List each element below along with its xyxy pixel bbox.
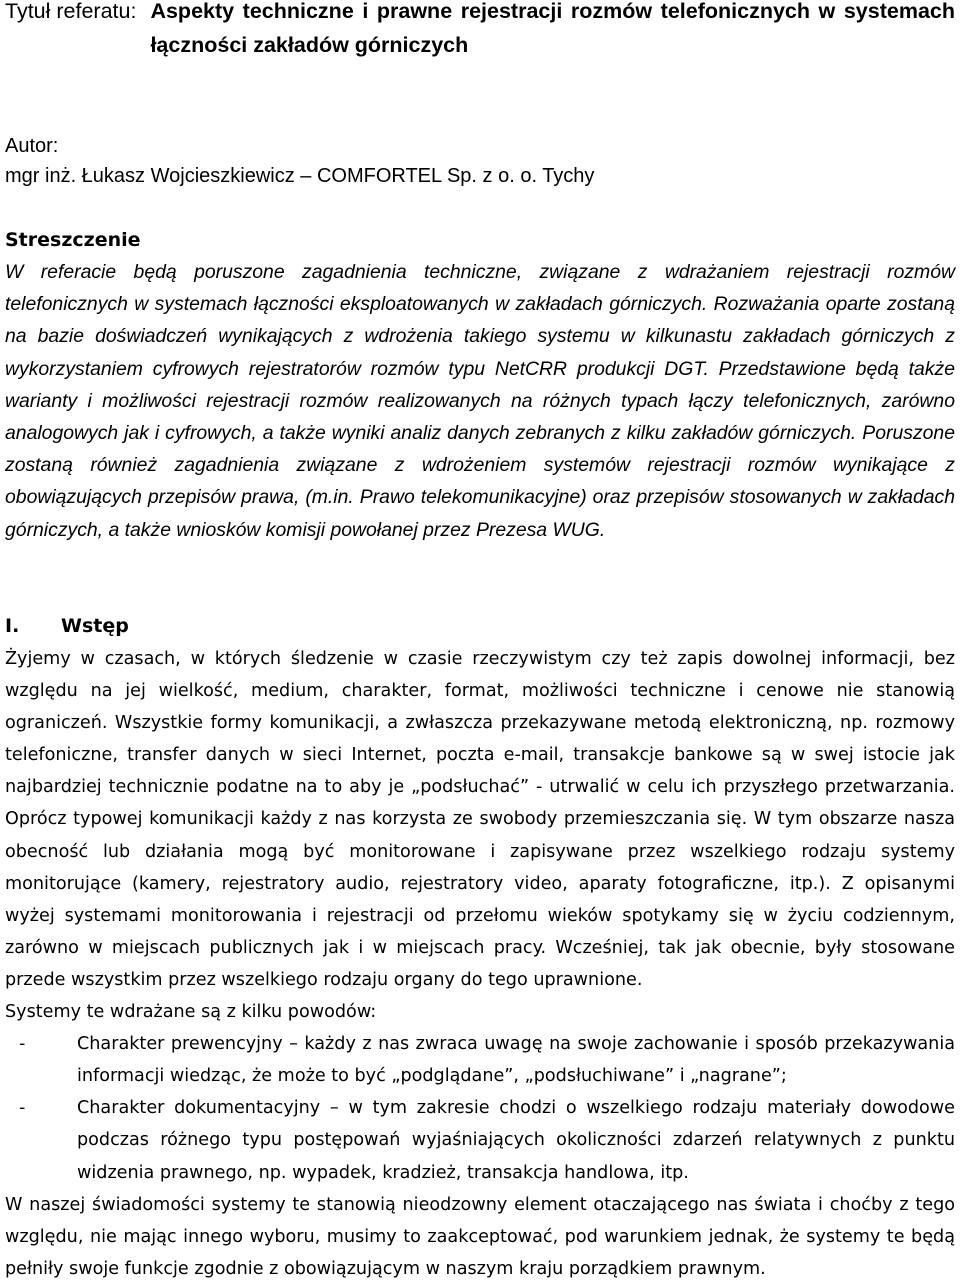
list-item	[5, 1028, 955, 1092]
author-block	[5, 131, 594, 191]
paragraph: Systemy te wdrażane są z kilku powodów:	[5, 1002, 377, 1023]
list-item	[5, 1092, 955, 1188]
abstract-heading: Streszczenie	[5, 229, 141, 251]
author-name: mgr inż. Łukasz Wojcieszkiewicz – COMFORTEL Sp. z o. o. Tychy	[5, 165, 595, 187]
section-body	[5, 643, 955, 1285]
paragraph: W naszej świadomości systemy te stanowią nieodzowny element otaczającego nas świata i choćby z tego względu, nie mając innego wyboru, musimy to zaakceptować, pod warunkiem jednak, że systemy te będą pełniły swoje funkcje zgodnie z obowiązującym w naszym kraju porządkiem prawnym.	[5, 1194, 955, 1279]
author-label: Autor:	[5, 135, 59, 157]
document-title: Aspekty techniczne i prawne rejestracji rozmów telefonicznych w systemach łączności zakładów górniczych	[150, 0, 955, 57]
list-bullet: -	[19, 1098, 26, 1119]
section-title: Wstęp	[61, 615, 129, 637]
section-number: I.	[5, 615, 20, 637]
title-prefix: Tytuł referatu:	[5, 0, 137, 23]
reasons-list	[5, 1028, 955, 1188]
title-block	[5, 0, 955, 62]
section-heading	[5, 611, 129, 641]
title-row	[5, 0, 955, 62]
abstract-text: W referacie będą poruszone zagadnienia techniczne, związane z wdrażaniem rejestracji rozmów telefonicznych w systemach łączności eksploatowanych w zakładach górniczych. Rozważania oparte zostaną na bazie doświadczeń wynikających z wdrożenia takiego systemu w kilkunastu zakładach górniczych z wykorzystaniem cyfrowych rejestratorów rozmów typu NetCRR produkcji DGT. Przedstawione będą także warianty i możliwości rejestracji rozmów realizowanych na różnych typach łączy telefonicznych, zarówno analogowych jak i cyfrowych, a także wyniki analiz danych zebranych z kilku zakładów górniczych. Poruszone zostaną również zagadnienia związane z wdrożeniem systemów rejestracji rozmów wynikające z obowiązujących przepisów prawa, (m.in. Prawo telekomunikacyjne) oraz przepisów stosowanych w zakładach górniczych, a także wniosków komisji powołanej przez Prezesa WUG.	[5, 261, 955, 541]
document-page	[5, 0, 955, 1279]
list-item-text: Charakter prewencyjny – każdy z nas zwraca uwagę na swoje zachowanie i sposób przekazywania informacji wiedząc, że może to być „podglądane”, „podsłuchiwane” i „nagrane”;	[77, 1034, 955, 1087]
paragraph: Żyjemy w czasach, w których śledzenie w czasie rzeczywistym czy też zapis dowolnej informacji, bez względu na jej wielkość, medium, charakter, format, możliwości techniczne i cenowe nie stanowią ograniczeń. Wszystkie formy komunikacji, a zwłaszcza przekazywane metodą elektroniczną, np. rozmowy telefoniczne, transfer danych w sieci Internet, poczta e-mail, transakcje bankowe są w swej istocie jak najbardziej technicznie podatne na to aby je „podsłuchać” - utrwalić w celu ich przyszłego przetwarzania. Oprócz typowej komunikacji każdy z nas korzysta ze swobody przemieszczania się. W tym obszarze nasza obecność lub działania mogą być monitorowane i zapisywane przez wszelkiego rodzaju systemy monitorujące (kamery, rejestratory audio, rejestratory video, aparaty fotograficzne, itp.). Z opisanymi wyżej systemami monitorowania i rejestracji od przełomu wieków spotykamy się w życiu codziennym, zarówno w miejscach publicznych jak i w miejscach pracy. Wcześniej, tak jak obecnie, były stosowane przede wszystkim przez wszelkiego rodzaju organy do tego uprawnione.	[5, 649, 955, 990]
list-item-text: Charakter dokumentacyjny – w tym zakresie chodzi o wszelkiego rodzaju materiały dowodowe podczas różnego typu postępowań wyjaśniających okoliczności zdarzeń relatywnych z punktu widzenia prawnego, np. wypadek, kradzież, transakcja handlowa, itp.	[77, 1098, 955, 1183]
list-bullet: -	[19, 1034, 26, 1055]
